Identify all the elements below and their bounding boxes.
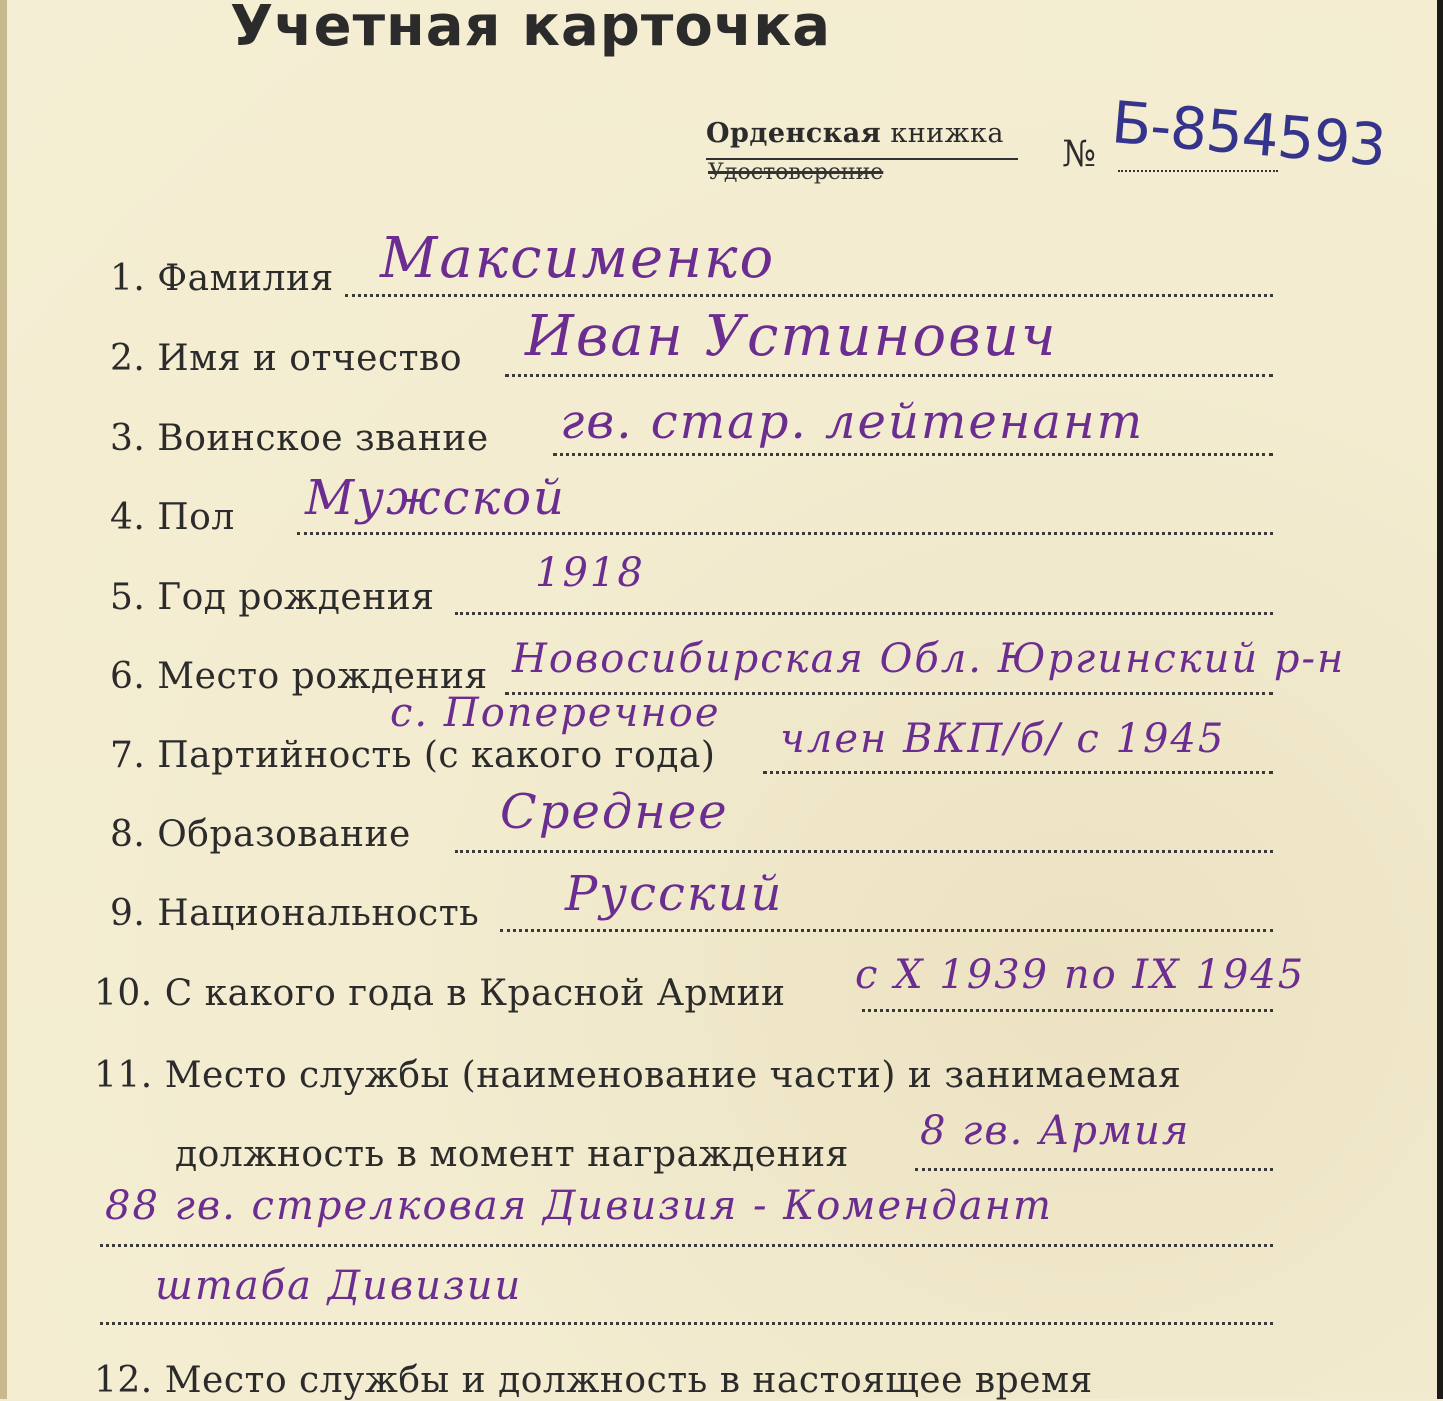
order-book-word-2: книжка — [890, 118, 1004, 149]
field-line-army-since — [862, 1009, 1273, 1012]
field-value-rank: гв. стар. лейтенант — [560, 394, 1145, 450]
field-label-education: 8. Образование — [110, 814, 411, 855]
field-label-rank: 3. Воинское звание — [110, 418, 489, 459]
card-title: Учетная карточка — [230, 0, 832, 59]
order-book-label — [706, 118, 1004, 149]
field-label-surname: 1. Фамилия — [110, 258, 334, 299]
field-value-name: Иван Устинович — [525, 304, 1058, 369]
field-label-birthplace: 6. Место рождения — [110, 656, 488, 697]
order-book-number: Б-854593 — [1109, 88, 1389, 180]
certificate-crossed-out: Удостоверение — [708, 160, 884, 185]
number-underline — [1118, 170, 1278, 172]
field-value-service-place-line2: 88 гв. стрелковая Дивизия - Комендант — [105, 1183, 1053, 1229]
field-label-sex: 4. Пол — [110, 497, 235, 538]
field-line-name — [505, 374, 1273, 377]
number-sign: № — [1062, 134, 1097, 175]
paper-edge-left — [0, 0, 7, 1399]
field-value-army-since: с X 1939 по IX 1945 — [855, 952, 1306, 998]
field-line-party — [763, 771, 1273, 774]
field-value-nationality: Русский — [565, 866, 784, 922]
field-value-sex: Мужской — [305, 470, 566, 526]
field-label-party: 7. Партийность (с какого года) — [110, 735, 716, 776]
field-value-party: член ВКП/б/ с 1945 — [780, 716, 1226, 762]
field-line-sex — [297, 532, 1273, 535]
field-value-service-place: 8 гв. Армия — [920, 1108, 1191, 1154]
field-line-education — [455, 850, 1273, 853]
field-label-army-since: 10. С какого года в Красной Армии — [94, 973, 786, 1014]
field-label-current-service: 12. Место службы и должность в настоящее время — [94, 1360, 1093, 1401]
order-book-word-1: Орденская — [706, 118, 882, 149]
field-line-service-place-2 — [100, 1244, 1273, 1247]
field-label-service-place-line2: должность в момент награждения — [175, 1134, 849, 1175]
field-value-birthplace: Новосибирская Обл. Юргинский р-н — [512, 636, 1346, 682]
field-value-service-place-line3: штаба Дивизии — [155, 1263, 523, 1309]
field-label-service-place: 11. Место службы (наименование части) и занимаемая — [94, 1055, 1182, 1096]
field-value-surname: Максименко — [380, 226, 776, 291]
field-line-nationality — [500, 929, 1273, 932]
field-label-birth-year: 5. Год рождения — [110, 577, 435, 618]
paper-edge-right — [1437, 0, 1443, 1399]
field-line-surname — [345, 294, 1273, 297]
field-line-rank — [553, 453, 1273, 456]
field-label-nationality: 9. Национальность — [110, 893, 480, 934]
field-label-name: 2. Имя и отчество — [110, 338, 462, 379]
field-value-birthplace-line2: с. Поперечное — [390, 690, 721, 736]
field-line-service-place-3 — [100, 1322, 1273, 1325]
field-line-birth-year — [455, 612, 1273, 615]
field-value-birth-year: 1918 — [535, 550, 645, 596]
field-value-education: Среднее — [500, 784, 729, 840]
field-line-service-place — [915, 1168, 1273, 1171]
